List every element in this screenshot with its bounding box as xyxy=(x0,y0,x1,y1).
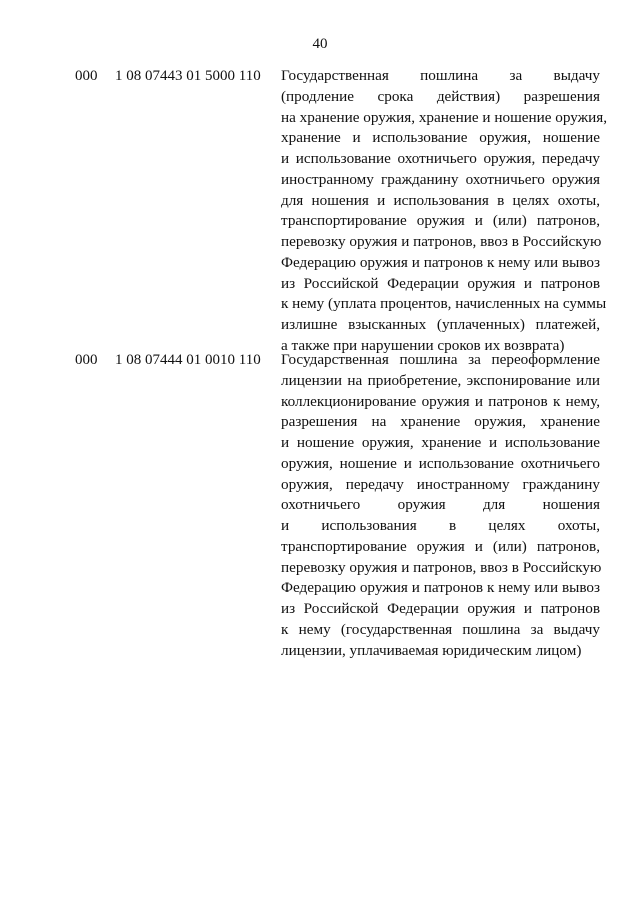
description-line: транспортирование оружия и (или) патронов, xyxy=(281,537,600,555)
description-line: оружия, ношение и использование охотничьего xyxy=(281,454,600,472)
description-line: разрешения на хранение оружия, хранение xyxy=(281,413,600,431)
description-line: излишне взысканных (уплаченных) платежей, xyxy=(281,316,600,333)
kbk-code: 1 08 07444 01 0010 110 xyxy=(115,352,261,368)
description-line: иностранному гражданину охотничьего оружия xyxy=(281,170,600,188)
description-line: перевозку оружия и патронов, ввоз в Российскую xyxy=(281,558,602,576)
description-line: из Российской Федерации оружия и патронов xyxy=(281,274,600,292)
entry-description xyxy=(281,350,600,661)
description-line: Государственная пошлина за переоформление xyxy=(281,351,600,368)
description-line: к нему (государственная пошлина за выдачу xyxy=(281,620,600,638)
description-line: на хранение оружия, хранение и ношение оружия, xyxy=(281,108,608,126)
description-line: Государственная пошлина за выдачу xyxy=(281,67,600,84)
description-line: лицензии, уплачиваемая юридическим лицом) xyxy=(281,641,582,659)
description-line: к нему (уплата процентов, начисленных на суммы xyxy=(281,295,607,313)
description-line: и использования в целях охоты, xyxy=(281,517,600,534)
page-number: 40 xyxy=(312,36,328,52)
description-line: и использование охотничьего оружия, передачу xyxy=(281,150,600,167)
description-line: а также при нарушении сроков их возврата) xyxy=(281,336,565,354)
entry-description xyxy=(281,66,608,357)
description-line: и ношение оружия, хранение и использование xyxy=(281,434,600,451)
description-line: Федерацию оружия и патронов к нему или вывоз xyxy=(281,253,600,271)
description-line: (продление срока действия) разрешения xyxy=(281,87,600,105)
description-line: хранение и использование оружия, ношение xyxy=(281,129,600,147)
description-line: из Российской Федерации оружия и патронов xyxy=(281,600,600,617)
description-line: для ношения и использования в целях охоты, xyxy=(281,191,600,209)
admin-code: 000 xyxy=(75,68,98,84)
description-line: охотничьего оружия для ношения xyxy=(281,496,600,514)
description-line: коллекционирование оружия и патронов к нему, xyxy=(281,392,600,410)
description-line: лицензии на приобретение, экспонирование или xyxy=(281,371,600,389)
description-line: Федерацию оружия и патронов к нему или вывоз xyxy=(281,579,600,597)
kbk-code: 1 08 07443 01 5000 110 xyxy=(115,68,261,84)
admin-code: 000 xyxy=(75,352,98,368)
description-line: транспортирование оружия и (или) патронов, xyxy=(281,212,600,230)
description-line: перевозку оружия и патронов, ввоз в Российскую xyxy=(281,233,602,250)
description-line: оружия, передачу иностранному гражданину xyxy=(281,475,600,493)
